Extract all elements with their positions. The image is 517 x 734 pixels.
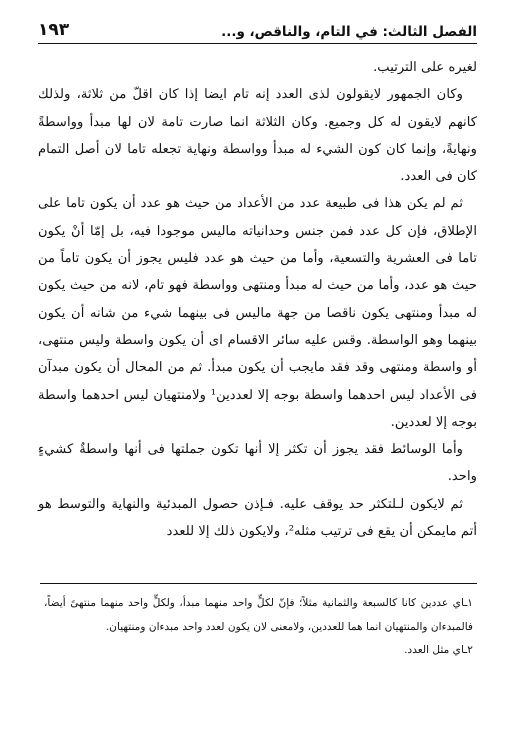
main-text [38, 54, 477, 545]
paragraph: وأما الوسائط فقد يجوز أن تكثر إلا أنها تكون جملتها فى أنها واسطةٌ كشيءٍ واحد. [38, 442, 477, 485]
paragraph: ثم لايكون لـلتكثر حد يوقف عليه. فـإذن حصول المبدئية والنهاية والتوسط هو أتم مايمكن أن يقع فى ترتيب مثله²، ولايكون ذلك إلا للعدد [38, 496, 477, 540]
paragraph: ثم لم يكن هذا فى طبيعة عدد من الأعداد من حيث هو عدد أن يكون تاما على الإطلاق، فإن كل عدد فمن جنس وحدانياته ماليس موجودا فيه، بل إمّا أنْ يكون تاما فى العشرية والتسعية، وأما من حيث هو عدد فليس يجوز أن يكون تاماً من حيث هو عدد، وأما من حيث له مبدأ ومنتهى وواسطة فهو تام، لانه من حيث يكون له مبدأ ومنتهى يكون ناقصا من جهة ماليس فى بينهما شيء من شانه أن يكون بينهما وهو الواسطة. وقس عليه سائر الاقسام اى أن يكون واسطة وليس منتهى، أو واسطة ومنتهى وقد فقد مايجب أن يكون مبدأ. ثم من المحال أن يكون مبدآن فى الأعداد ليس احدهما واسطة بوجه إلا لعددين¹ ولامنتهيان ليس احدهما واسطة بوجه إلا لعددين. [38, 196, 477, 430]
footnote: ٢ـاي مثل العدد. [404, 644, 473, 656]
header-rule [38, 43, 477, 44]
paragraph: وكان الجمهور لايقولون لذى العدد إنه تام ايضا إذا كان اقلّ من ثلاثة، ولذلك كانهم لايقون له كل وجميع. وكان الثلاثة انما صارت تامة لان لها مبدأ وواسطةً ونهايةً، وإنما كان كون الشيء له مبدأ وواسطة ونهاية تجعله تاما لان أصل التمام كان فى العدد. [38, 87, 477, 185]
footnote-rule [40, 583, 477, 584]
running-title: الفصل الثالث: في التام، والناقص، و... [221, 24, 477, 40]
footnotes [44, 592, 473, 663]
footnote: ١ـاي عددين كانا كالسبعة والثمانية مثلاً؛ فإنّ لكلٍّ واحد منهما مبدأ، ولكلٍّ واحد منهما منتهىً أيضاً، فالمبدءان والمنتهيان انما هما للعددين، ولامعنى لان يكون لعدد واحد مبدءان ومنتهيان. [44, 597, 473, 633]
running-header [38, 14, 477, 40]
paragraph: لغيره على الترتيب. [373, 60, 477, 75]
page-number: ١٩٣ [38, 20, 70, 40]
